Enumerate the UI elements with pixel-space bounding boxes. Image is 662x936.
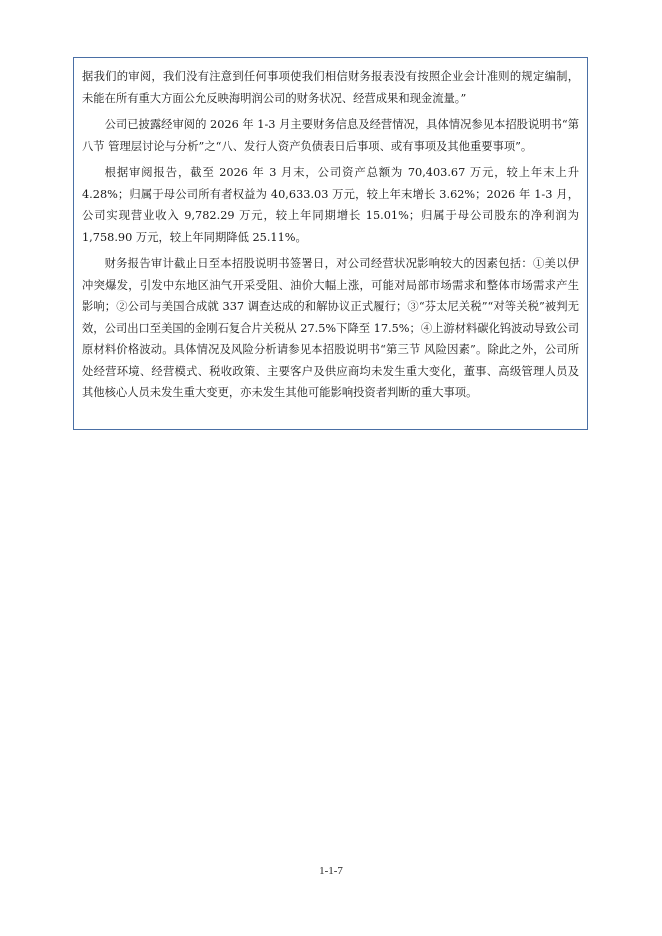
paragraph-financial-figures: 根据审阅报告，截至 2026 年 3 月末，公司资产总额为 70,403.67 万元，较上年末上升 4.28%；归属于母公司所有者权益为 40,633.03 万元，较上年末增长 3.62%；2026 年 1-3 月，公司实现营业收入 9,782.29 万元，较上年同期增长 15.01%；归属于母公司股东的净利润为 1,758.90 万元，较上年同期降低 25.11%。 <box>82 166 579 244</box>
paragraph-audit-conclusion: 据我们的审阅，我们没有注意到任何事项使我们相信财务报表没有按照企业会计准则的规定编制，未能在所有重大方面公允反映海明润公司的财务状况、经营成果和现金流量。” <box>82 70 579 105</box>
content-box <box>73 57 588 430</box>
paragraph-influencing-factors: 财务报告审计截止日至本招股说明书签署日，对公司经营状况影响较大的因素包括：①美以伊冲突爆发，引发中东地区油气开采受阻、油价大幅上涨，可能对局部市场需求和整体市场需求产生影响；②公司与美国合成就 337 调查达成的和解协议正式履行；③“芬太尼关税”“对等关税”被判无效，公司出口至美国的金刚石复合片关税从 27.5%下降至 17.5%；④上游材料碳化钨波动导致公司原材料价格波动。具体情况及风险分析请参见本招股说明书“第三节 风险因素”。除此之外，公司所处经营环境、经营模式、税收政策、主要客户及供应商均未发生重大变化，董事、高级管理人员及其他核心人员未发生重大变更，亦未发生其他可能影响投资者判断的重大事项。 <box>82 257 579 399</box>
paragraph-disclosure-reference: 公司已披露经审阅的 2026 年 1-3 月主要财务信息及经营情况，具体情况参见本招股说明书“第八节 管理层讨论与分析”之“八、发行人资产负债表日后事项、或有事项及其他重要事项”。 <box>82 118 579 153</box>
page-number: 1-1-7 <box>319 865 343 877</box>
